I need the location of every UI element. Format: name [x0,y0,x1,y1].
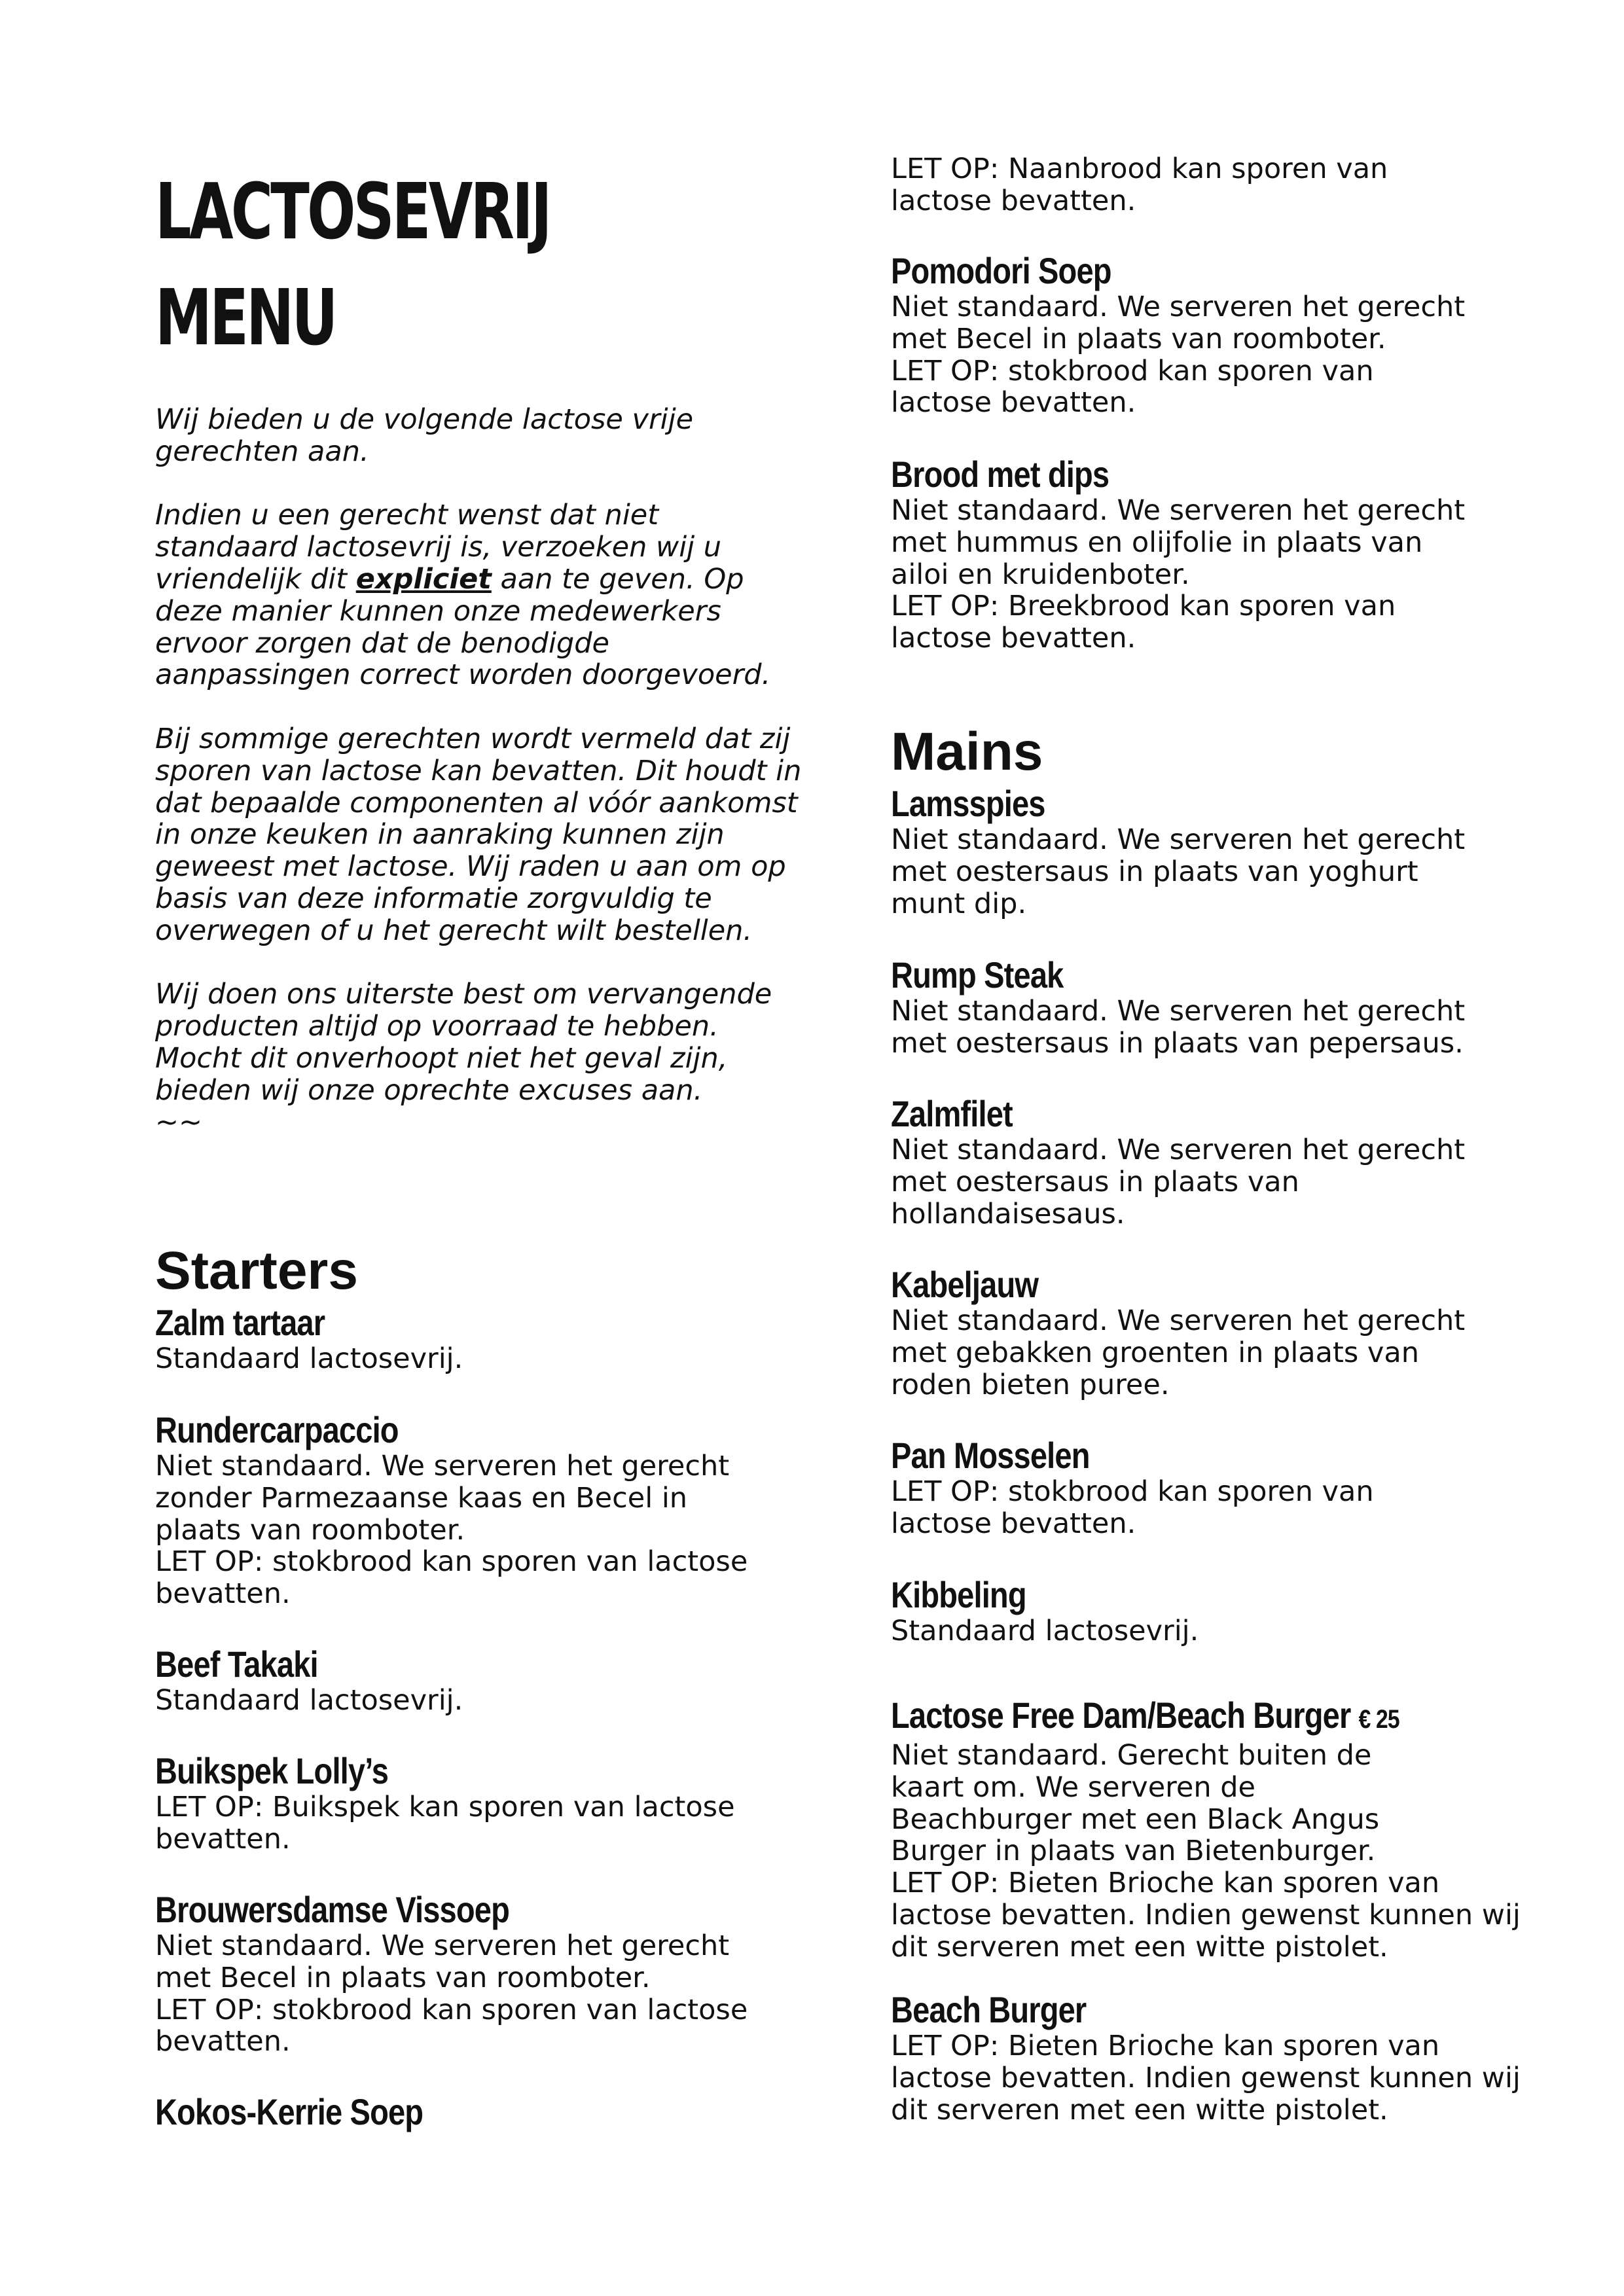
dish-description-line: met gebakken groenten in plaats van [891,1336,1419,1369]
dish-name: Brood met dips [891,454,1110,495]
dish-buikspek-lollys [155,1751,810,1856]
dish-description-line: Standaard lactosevrij. [891,1615,1199,1647]
dish-description [891,824,1578,920]
dish-description-line: met Becel in plaats van roomboter. [155,1961,651,1994]
menu-title [155,158,550,370]
dish-description [891,153,1578,217]
dish-beef-takaki [155,1644,810,1717]
intro-paragraph-4: Wij doen ons uiterste best om vervangende producten altijd op voorraad te hebben. Mocht dit onverhoopt niet het geval zijn, bieden wij onze oprechte excuses aan. [155,978,772,1107]
dish-description-line: lactose bevatten. Indien gewenst kunnen wij [891,1898,1521,1931]
dish-description-line: LET OP: Buikspek kan sporen van lactose [155,1791,735,1823]
dish-rump-steak [891,955,1578,1060]
dish-description-line: Niet standaard. We serveren het gerecht [891,1134,1466,1166]
dish-description-line: plaats van roomboter. [155,1513,465,1547]
dish-description-line: lactose bevatten. [891,1507,1136,1540]
intro-paragraph-2-end: aan te geven. Op deze manier kunnen onze medewerkers ervoor zorgen dat de benodigde aanpassingen correct worden doorgevoerd. [155,562,771,692]
dish-description [155,1930,810,2058]
dish-description-line: met oestersaus in plaats van yoghurt [891,855,1418,888]
dish-description-line: Niet standaard. We serveren het gerecht [891,494,1466,527]
dish-description-line: met hummus en olijfolie in plaats van [891,526,1423,559]
dish-name [891,1695,1468,1740]
intro-paragraph-3: Bij sommige gerechten wordt vermeld dat zij sporen van lactose kan bevatten. Dit houdt in dat bepaalde componenten al vóór aankomst in onze keuken in aanraking kunnen zijn geweest met lactose. Wij raden u aan om op basis van deze informatie zorgvuldig te overwegen of u het gerecht wilt bestellen. [155,722,802,947]
dish-description [155,1791,810,1856]
dish-description [891,1476,1578,1540]
dish-description-line: Burger in plaats van Bietenburger. [891,1835,1376,1868]
dish-description [891,1615,1578,1647]
dish-description-line: LET OP: Breekbrood kan sporen van [891,590,1396,623]
dish-description-line: LET OP: stokbrood kan sporen van lactose [155,1993,748,2026]
dish-description-line: Beachburger met een Black Angus [891,1803,1380,1836]
intro-paragraph-2-start: Indien u een gerecht wenst dat niet standaard lactosevrij is, verzoeken wij u vriendelijk dit [155,499,722,596]
dish-pan-mosselen [891,1435,1578,1540]
dish-lactose-free-burger [891,1695,1578,1964]
dish-description-line: Niet standaard. We serveren het gerecht [891,823,1466,856]
intro-emphasis: expliciet [355,562,492,596]
dish-description [155,1685,810,1717]
dish-description-line: met oestersaus in plaats van pepersaus. [891,1026,1464,1060]
dish-name-text: Lactose Free Dam/Beach Burger [891,1695,1351,1736]
dish-description [155,1343,810,1375]
intro-text [155,404,810,1138]
dish-brood-met-dips [891,454,1578,655]
dish-description-line: lactose bevatten. Indien gewenst kunnen wij [891,2061,1521,2094]
dish-description-line: LET OP: Bieten Brioche kan sporen van [891,1867,1440,1900]
dish-description-line: met Becel in plaats van roomboter. [891,322,1386,355]
dish-description-line: hollandaisesaus. [891,1197,1125,1230]
dish-name: Zalm tartaar [155,1302,325,1343]
dish-name: Pomodori Soep [891,250,1111,291]
menu-title-line-2: MENU [155,272,336,363]
dish-description-line: Niet standaard. We serveren het gerecht [155,1450,730,1482]
dish-description-line: LET OP: Naanbrood kan sporen van [891,152,1388,185]
dish-pomodori-soep [891,251,1578,419]
dish-description-line: LET OP: stokbrood kan sporen van lactose [155,1545,748,1579]
dish-name: Beach Burger [891,1989,1087,2030]
dish-description-line: Niet standaard. We serveren het gerecht [891,291,1466,323]
dish-description [891,1305,1578,1401]
dish-description-line: LET OP: stokbrood kan sporen van [891,1475,1374,1508]
dish-description-line: Niet standaard. We serveren het gerecht [155,1929,730,1962]
dish-beach-burger [891,1990,1578,2126]
dish-zalmfilet [891,1094,1578,1230]
dish-description-line: met oestersaus in plaats van [891,1165,1299,1198]
dish-kokos-kerrie-soep [155,2092,810,2132]
dish-name: Kibbeling [891,1574,1026,1615]
intro-paragraph-1: Wij bieden u de volgende lactose vrije gerechten aan. [155,403,694,468]
dish-description [891,291,1578,419]
dish-description [891,1740,1578,1964]
dish-rundercarpaccio [155,1410,810,1610]
dish-name: Lamsspies [891,783,1045,824]
dish-description-line: zonder Parmezaanse kaas en Becel in [155,1481,688,1515]
dish-description-line: Niet standaard. We serveren het gerecht [891,995,1466,1028]
dish-name: Pan Mosselen [891,1435,1090,1476]
starters-heading: Starters [155,1241,358,1300]
dish-description-line: Niet standaard. Gerecht buiten de [891,1739,1372,1772]
dish-name: Brouwersdamse Vissoep [155,1889,509,1930]
dish-kibbeling [891,1575,1578,1647]
dish-description-line: bevatten. [155,1822,291,1856]
dish-description-line: lactose bevatten. [891,622,1136,655]
dish-description-line: munt dip. [891,887,1027,920]
dish-name: Zalmfilet [891,1093,1013,1134]
dish-description-line: bevatten. [155,2025,291,2058]
dish-description-line: lactose bevatten. [891,386,1136,420]
dish-name: Rundercarpaccio [155,1409,399,1450]
intro-paragraph-2 [155,499,810,691]
dish-description [891,996,1578,1060]
dish-description-line: dit serveren met een witte pistolet. [891,2093,1388,2126]
dish-name: Beef Takaki [155,1643,318,1685]
dish-brouwersdamse-vissoep [155,1890,810,2058]
dish-description [891,2030,1578,2126]
dish-description-line: kaart om. We serveren de [891,1770,1256,1804]
dish-description-line: dit serveren met een witte pistolet. [891,1930,1388,1964]
intro-separator: ~~ [155,1105,203,1139]
dish-description [891,495,1578,655]
dish-name: Rump Steak [891,954,1064,996]
dish-description [891,1134,1578,1230]
dish-name: Buikspek Lolly’s [155,1750,389,1791]
dish-description-line: LET OP: stokbrood kan sporen van [891,354,1374,387]
dish-description-line: Standaard lactosevrij. [155,1684,463,1717]
dish-description [155,1450,810,1610]
dish-kokos-kerrie-soep-continued [891,153,1578,217]
dish-description-line: lactose bevatten. [891,184,1136,217]
dish-description-line: LET OP: Bieten Brioche kan sporen van [891,2030,1440,2062]
dish-lamsspies [891,783,1578,920]
mains-heading: Mains [891,722,1043,781]
dish-description-line: roden bieten puree. [891,1368,1170,1401]
dish-name: Kabeljauw [891,1264,1039,1305]
dish-name: Kokos-Kerrie Soep [155,2091,424,2132]
menu-title-line-1: LACTOSEVRIJ [155,166,550,257]
dish-zalm-tartaar [155,1302,810,1375]
dish-description-line: ailoi en kruidenboter. [891,558,1190,591]
dish-description-line: Niet standaard. We serveren het gerecht [891,1304,1466,1337]
dish-kabeljauw [891,1265,1578,1401]
dish-description-line: bevatten. [155,1577,291,1611]
dish-price: € 25 [1358,1705,1399,1734]
dish-description-line: Standaard lactosevrij. [155,1342,463,1375]
